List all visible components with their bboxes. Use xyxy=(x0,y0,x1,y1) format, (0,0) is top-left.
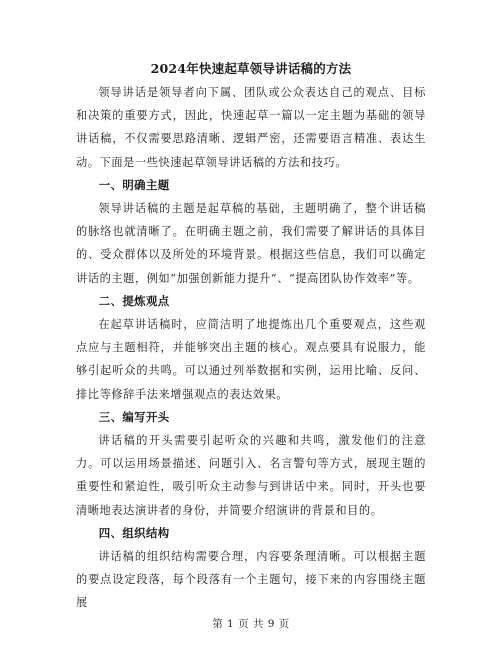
section-heading-4: 四、组织结构 xyxy=(98,525,170,540)
section-paragraph-4: 讲话稿的组织结构需要合理，内容要条理清晰。可以根据主题的要点设定段落，每个段落有一个主题句，接下来的内容围绕主题展 xyxy=(76,550,426,610)
section-paragraph-3: 讲话稿的开头需要引起听众的兴趣和共鸣，激发他们的注意力。可以运用场景描述、问题引入、名言警句等方式，展现主题的重要性和紧迫性，吸引听众主动参与到讲话中来。同时，开头也要清晰地表达演讲者的身份，并简要介绍演讲的背景和目的。 xyxy=(76,434,426,517)
section-heading-1: 一、明确主题 xyxy=(98,177,170,192)
section-paragraph-2: 在起草讲话稿时，应简洁明了地提炼出几个重要观点，这些观点应与主题相符，并能够突出主题的核心。观点要具有说服力，能够引起听众的共鸣。可以通过列举数据和实例，运用比喻、反问、排比等修辞手法来增强观点的表达效果。 xyxy=(76,318,426,401)
section-heading-3: 三、编写开头 xyxy=(98,409,170,424)
section-heading-2: 二、提炼观点 xyxy=(98,293,170,308)
intro-paragraph: 领导讲话是领导者向下属、团队或公众表达自己的观点、目标和决策的重要方式，因此，快速起草一篇以一定主题为基础的领导讲话稿，不仅需要思路清晰、逻辑严密，还需要语言精准、表达生动。下面是一些快速起草领导讲话稿的方法和技巧。 xyxy=(76,86,426,169)
page-number-footer: 第 1 页 共 9 页 xyxy=(212,618,290,630)
document-title: 2024年快速起草领导讲话稿的方法 xyxy=(150,61,352,76)
document-body xyxy=(76,58,426,615)
section-paragraph-1: 领导讲话稿的主题是起草稿的基础，主题明确了，整个讲话稿的脉络也就清晰了。在明确主题之前，我们需要了解讲话的具体目的、受众群体以及所处的环境背景。根据这些信息，我们可以确定讲话的主题，例如“加强创新能力提升”、“提高团队协作效率”等。 xyxy=(76,202,426,285)
